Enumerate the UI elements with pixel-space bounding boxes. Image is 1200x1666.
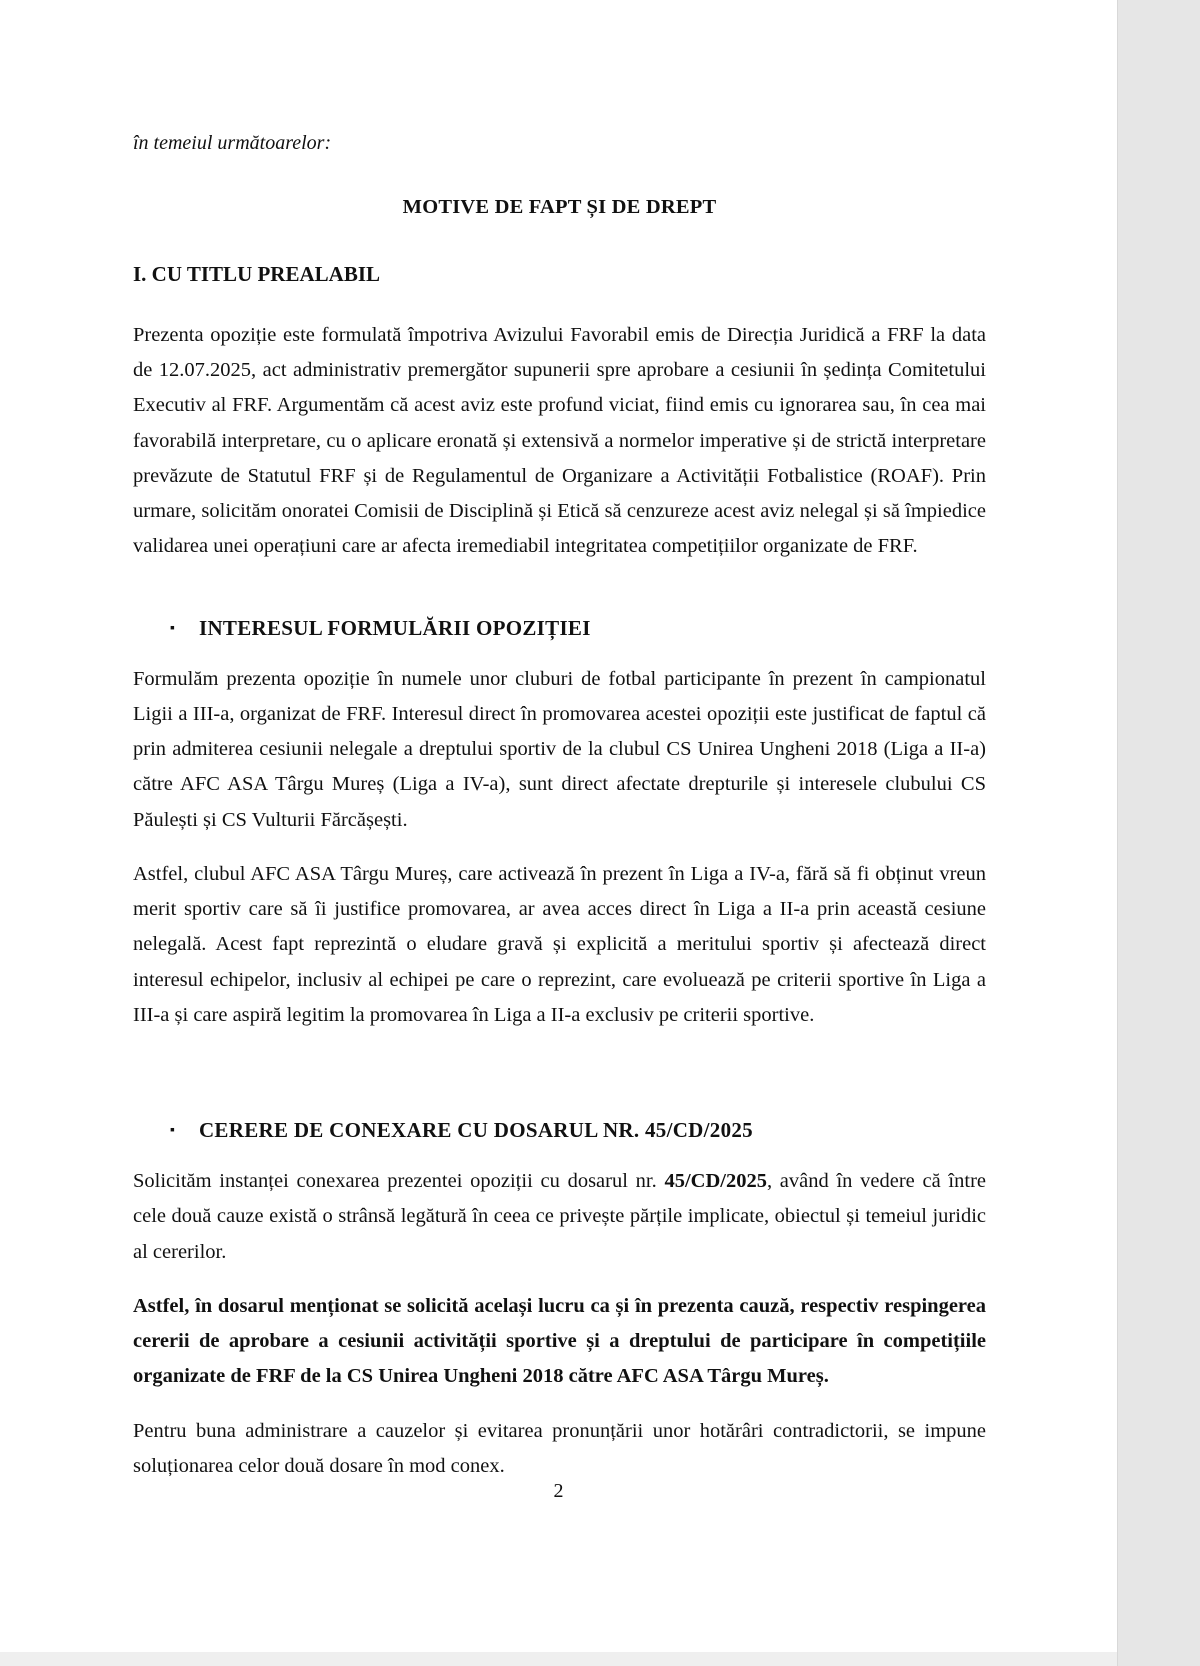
- square-bullet-icon: ▪: [170, 1123, 175, 1139]
- document-body: [133, 126, 986, 1503]
- paragraph-conexare-1: [133, 1164, 986, 1270]
- dosar-number: 45/CD/2025: [664, 1170, 767, 1193]
- spacer: [133, 584, 986, 610]
- paragraph-interes-2: Astfel, clubul AFC ASA Târgu Mureș, care activează în prezent în Liga a IV-a, fără să fi obținut vreun merit sportiv care să îi justifice promovarea, ar avea acces direct în Liga a II-a prin această cesiune nelegală. Acest fapt reprezintă o eludare gravă și explicită a meritului sportiv și afectează direct interesul echipelor, inclusiv al echipei pe care o reprezint, care evoluează pe criterii sportive în Liga a III-a și care aspiră legitim la promovarea în Liga a II-a exclusiv pe criterii sportive.: [133, 862, 986, 1026]
- paragraph-preliminary: Prezenta opoziție este formulată împotriva Avizului Favorabil emis de Direcția Juridică a FRF la data de 12.07.2025, act administrativ premergător supunerii spre aprobare a cesiunii în ședința Comitetului Executiv al FRF. Argumentăm că acest aviz este profund viciat, fiind emis cu ignorarea sau, în cea mai favorabilă interpretare, cu o aplicare eronată și extensivă a normelor imperative și de strictă interpretare prevăzute de Statutul FRF și de Regulamentul de Organizare a Activității Fotbalistice (ROAF). Prin urmare, solicităm onoratei Comisii de Disciplină și Etică să cenzureze acest aviz nelegal și să împiedice validarea unei operațiuni care ar afecta iremediabil integritatea competițiilor organizate de FRF.: [133, 323, 986, 558]
- paragraph-interes-1: Formulăm prezenta opoziție în numele unor cluburi de fotbal participante în prezent în campionatul Ligii a III-a, organizat de FRF. Interesul direct în promovarea acestei opoziții este justificat de faptul că prin admiterea cesiunii nelegale a dreptului sportiv de la clubul CS Unirea Ungheni 2018 (Liga a II-a) către AFC ASA Târgu Mureș (Liga a IV-a), sunt direct afectate drepturile și interesele clubului CS Păulești și CS Vulturii Fărcășești.: [133, 667, 986, 831]
- paragraph-conexare-1-text-a: Solicităm instanței conexarea prezentei opoziții cu dosarul nr.: [133, 1170, 665, 1193]
- page-bottom-band: [0, 1652, 1117, 1666]
- page-right-gutter: [1117, 0, 1200, 1666]
- bullet-heading-interes: [133, 610, 986, 646]
- paragraph-conexare-emphasis: Astfel, în dosarul menționat se solicită același lucru ca și în prezenta cauză, respectiv respingerea cererii de aprobare a cesiunii activității sportive și a dreptului de participare în competițiile organizate de FRF de la CS Unirea Ungheni 2018 către AFC ASA Târgu Mureș.: [133, 1294, 986, 1388]
- bullet-heading-interes-label: INTERESUL FORMULĂRII OPOZIȚIEI: [198, 615, 591, 640]
- intro-line: în temeiul următoarelor:: [133, 132, 332, 154]
- paragraph-conexare-1-text-b: , având în vedere că între cele două cauze există o strânsă legătură în ceea ce privește părțile implicate, obiectul și temeiul juridic al cererilor.: [133, 1170, 987, 1263]
- document-title: MOTIVE DE FAPT ȘI DE DREPT: [402, 196, 717, 219]
- bullet-heading-conexare: [133, 1112, 986, 1148]
- paragraph-conexare-2: Pentru buna administrare a cauzelor și evitarea pronunțării unor hotărâri contradictorii, se impune soluționarea celor două dosare în mod conex.: [133, 1419, 986, 1477]
- spacer: [133, 1052, 986, 1112]
- page-number: 2: [553, 1480, 564, 1502]
- section-heading-preliminary: I. CU TITLU PREALABIL: [133, 261, 381, 286]
- bullet-heading-conexare-label: CERERE DE CONEXARE CU DOSARUL NR. 45/CD/2025: [198, 1118, 753, 1143]
- square-bullet-icon: ▪: [170, 620, 175, 636]
